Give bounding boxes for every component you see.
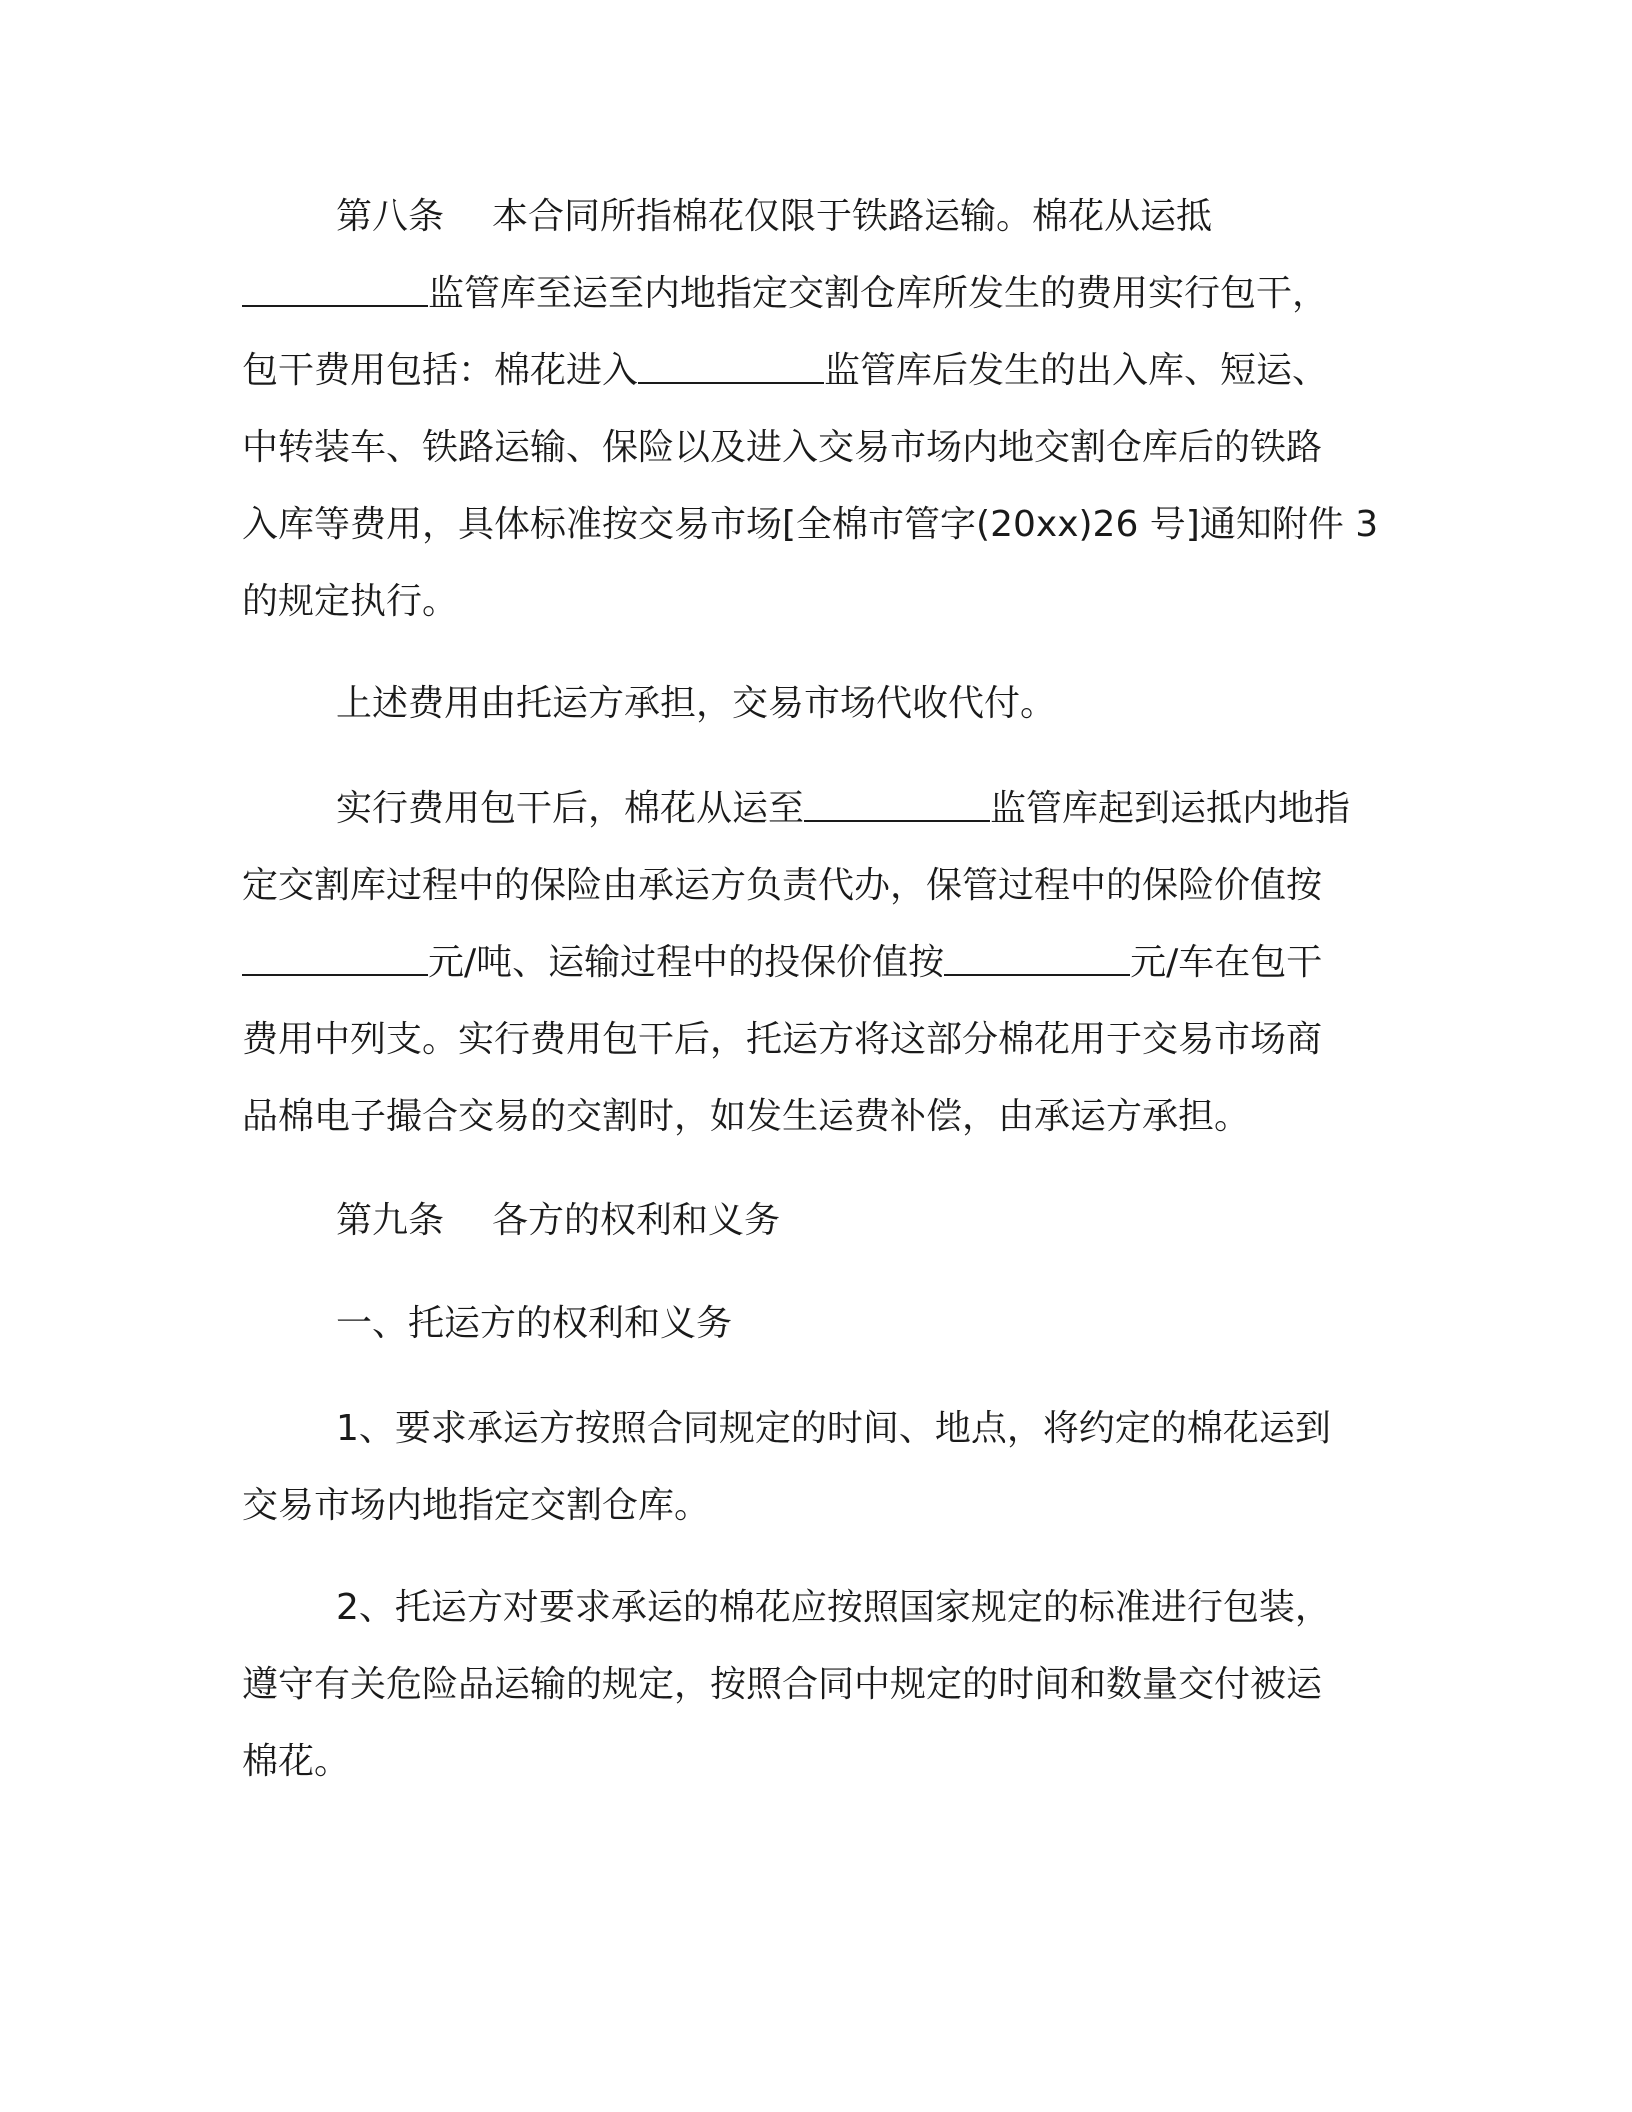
article8-line4: 中转装车、铁路运输、保险以及进入交易市场内地交割仓库后的铁路: [242, 427, 1323, 468]
article8-heading: 第八条: [336, 196, 445, 237]
fill-blank: [944, 944, 1130, 976]
para-insurance-line4: 费用中列支。实行费用包干后，托运方将这部分棉花用于交易市场商: [242, 1019, 1323, 1060]
article9-heading-line: [336, 1197, 780, 1245]
article9-title: 各方的权利和义务: [492, 1200, 781, 1241]
item2-line1: 2、托运方对要求承运的棉花应按照国家规定的标准进行包装，: [336, 1587, 1331, 1628]
article8-line6: 的规定执行。: [242, 581, 459, 622]
article8-line1: 第八条 本合同所指棉花仅限于铁路运输。棉花从运抵: [336, 196, 1213, 237]
para-insurance-line1: 实行费用包干后，棉花从运至 监管库起到运抵内地指: [336, 788, 1351, 829]
fill-blank: [242, 944, 428, 976]
fill-blank: [242, 275, 428, 307]
article8-line2: 监管库至运至内地指定交割仓库所发生的费用实行包干，: [242, 270, 1328, 318]
item2-line3: 棉花。: [242, 1741, 351, 1782]
fill-blank: [638, 352, 824, 384]
item1-line1: 1、要求承运方按照合同规定的时间、地点，将约定的棉花运到: [336, 1408, 1331, 1449]
section1-title: 一、托运方的权利和义务: [336, 1303, 733, 1344]
article8-line3: 包干费用包括：棉花进入 监管库后发生的出入库、短运、: [242, 350, 1329, 391]
para-insurance-line2: 定交割库过程中的保险由承运方负责代办，保管过程中的保险价值按: [242, 865, 1323, 906]
item1-line2: 交易市场内地指定交割仓库。: [242, 1485, 711, 1526]
para-fees: 上述费用由托运方承担，交易市场代收代付。: [336, 683, 1057, 724]
article9-heading: 第九条: [336, 1200, 445, 1241]
item2-line2: 遵守有关危险品运输的规定，按照合同中规定的时间和数量交付被运: [242, 1664, 1323, 1705]
para-insurance-line3: 元/吨、运输过程中的投保价值按 元/车在包干: [242, 939, 1322, 987]
para-insurance-line5: 品棉电子撮合交易的交割时，如发生运费补偿，由承运方承担。: [242, 1096, 1251, 1137]
article8-line5: 入库等费用，具体标准按交易市场[全棉市管字(20xx)26 号]通知附件 3: [242, 504, 1379, 545]
fill-blank: [804, 790, 990, 822]
